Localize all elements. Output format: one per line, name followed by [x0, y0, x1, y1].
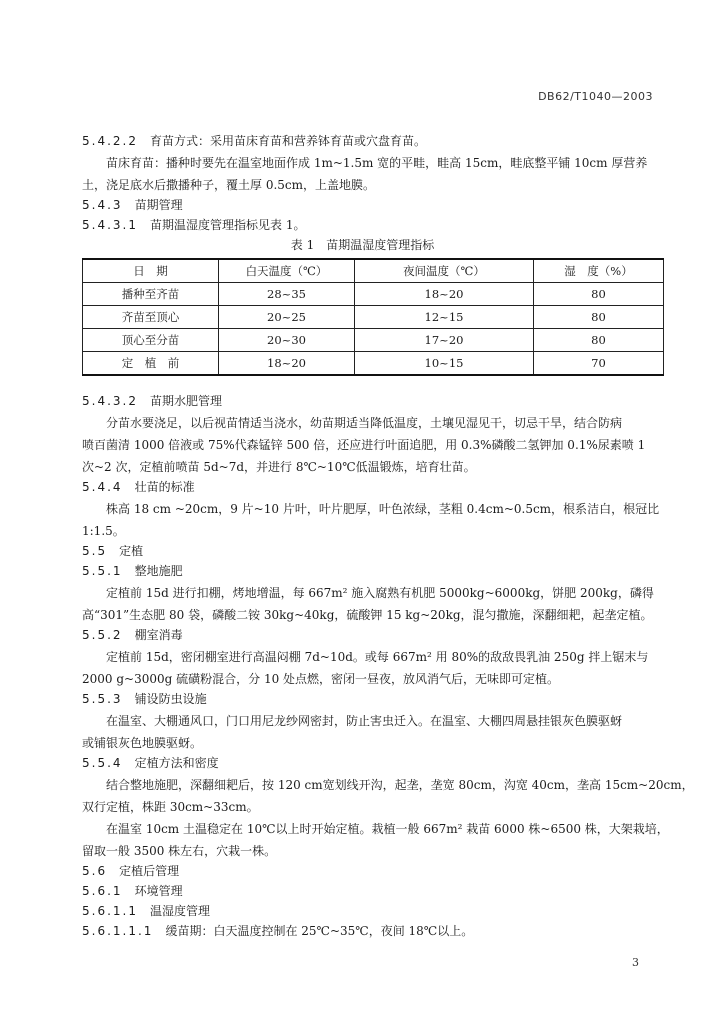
text-line: 分苗水要浇足，以后视苗情适当浇水，幼苗期适当降低温度，土壤见湿见干，切忌干旱，结合防病 — [106, 416, 623, 430]
text-line: 在温室 10cm 土温稳定在 10℃以上时开始定植。栽植一般 667m² 栽苗 6000 株~6500 株，大架栽培， — [106, 822, 669, 836]
text-line: 定植前 15d，密闭棚室进行高温闷棚 7d~10d。或每 667m² 用 80%的敌敌畏乳油 250g 拌上锯末与 — [106, 650, 649, 664]
text-line: 在温室、大棚通风口，门口用尼龙纱网密封，防止害虫迁入。在温室、大棚四周悬挂银灰色膜驱蚜 — [106, 714, 623, 728]
table-row — [83, 352, 664, 376]
text-line: 或铺银灰色地膜驱蚜。 — [82, 736, 203, 750]
text-line: 喷百菌清 1000 倍液或 75%代森锰锌 500 倍，还应进行叶面追肥，用 0.3%磷酸二氢钾加 0.1%尿素喷 1 — [82, 438, 646, 452]
text-line: 5.6.1.1.1 缓苗期：白天温度控制在 25℃~35℃，夜间 18℃以上。 — [82, 924, 474, 938]
table-cell: 28~35 — [219, 283, 355, 306]
text-line: 次~2 次，定植前喷苗 5d~7d，并进行 8℃~10℃低温锻炼，培育壮苗。 — [82, 460, 476, 474]
table-cell: 17~20 — [355, 329, 534, 352]
text-line: 土，浇足底水后撒播种子，覆土厚 0.5cm，上盖地膜。 — [82, 178, 375, 192]
section-heading: 5.6.1 环境管理 — [82, 884, 183, 898]
table-row — [83, 306, 664, 329]
table-cell: 18~20 — [355, 283, 534, 306]
table-cell: 80 — [534, 306, 664, 329]
table-cell: 播种至齐苗 — [83, 283, 219, 306]
section-heading: 5.5.3 铺设防虫设施 — [82, 692, 207, 706]
table-cell: 10~15 — [355, 352, 534, 376]
text-line: 留取一般 3500 株左右，穴栽一株。 — [82, 844, 277, 858]
text-line: 2000 g~3000g 硫磺粉混合，分 10 处点燃，密闭一昼夜，放风消气后，无味即可定植。 — [82, 672, 560, 686]
table-header-cell: 湿 度（%） — [534, 259, 664, 283]
text-line: 定植前 15d 进行扣棚，烤地增温，每 667m² 施入腐熟有机肥 5000kg~6000kg，饼肥 200kg，磷得 — [106, 586, 654, 600]
section-heading: 5.4.3 苗期管理 — [82, 198, 183, 212]
section-heading: 5.5.2 棚室消毒 — [82, 628, 183, 642]
section-heading: 5.5 定植 — [82, 544, 144, 558]
table-cell: 70 — [534, 352, 664, 376]
section-heading: 5.5.4 定植方法和密度 — [82, 756, 219, 770]
table-cell: 顶心至分苗 — [83, 329, 219, 352]
table-cell: 20~30 — [219, 329, 355, 352]
table-cell: 定 植 前 — [83, 352, 219, 376]
table-cell: 齐苗至顶心 — [83, 306, 219, 329]
text-line: 5.4.2.2 育苗方式：采用苗床育苗和营养钵育苗或穴盘育苗。 — [82, 134, 427, 148]
section-heading: 5.4.3.2 苗期水肥管理 — [82, 394, 223, 408]
section-heading: 5.6 定植后管理 — [82, 864, 180, 878]
table-cell: 80 — [534, 329, 664, 352]
text-line: 株高 18 cm ~20cm，9 片~10 片叶，叶片肥厚，叶色浓绿，茎粗 0.4cm~0.5cm，根系洁白，根冠比 — [106, 502, 660, 516]
table-row — [83, 283, 664, 306]
table-title: 表 1 苗期温湿度管理指标 — [290, 238, 435, 252]
text-line: 1:1.5。 — [82, 524, 125, 538]
table-cell: 18~20 — [219, 352, 355, 376]
page-number: 3 — [632, 956, 639, 969]
text-line: 5.4.3.1 苗期温湿度管理指标见表 1。 — [82, 218, 306, 232]
text-line: 双行定植，株距 30cm~33cm。 — [82, 800, 259, 814]
table-cell: 80 — [534, 283, 664, 306]
section-heading: 5.4.4 壮苗的标准 — [82, 480, 195, 494]
document-code: DB62/T1040—2003 — [538, 90, 653, 103]
text-line: 苗床育苗：播种时要先在温室地面作成 1m~1.5m 宽的平畦，畦高 15cm，畦底整平铺 10cm 厚营养 — [106, 156, 648, 170]
table-cell: 20~25 — [219, 306, 355, 329]
table-row — [83, 329, 664, 352]
table-cell: 12~15 — [355, 306, 534, 329]
text-line: 高“301”生态肥 80 袋，磷酸二铵 30kg~40kg，硫酸钾 15 kg~20kg，混匀撒施，深翻细耙，起垄定植。 — [82, 608, 653, 622]
table-header-cell: 白天温度（℃） — [219, 259, 355, 283]
section-heading: 5.6.1.1 温湿度管理 — [82, 904, 211, 918]
text-line: 结合整地施肥，深翻细耙后，按 120 cm宽划线开沟，起垄，垄宽 80cm，沟宽 40cm，垄高 15cm~20cm， — [106, 778, 694, 792]
table-header-cell: 日 期 — [83, 259, 219, 283]
section-heading: 5.5.1 整地施肥 — [82, 564, 183, 578]
table-header-cell: 夜间温度（℃） — [355, 259, 534, 283]
table-header-row — [83, 259, 664, 283]
humidity-table — [82, 258, 664, 376]
